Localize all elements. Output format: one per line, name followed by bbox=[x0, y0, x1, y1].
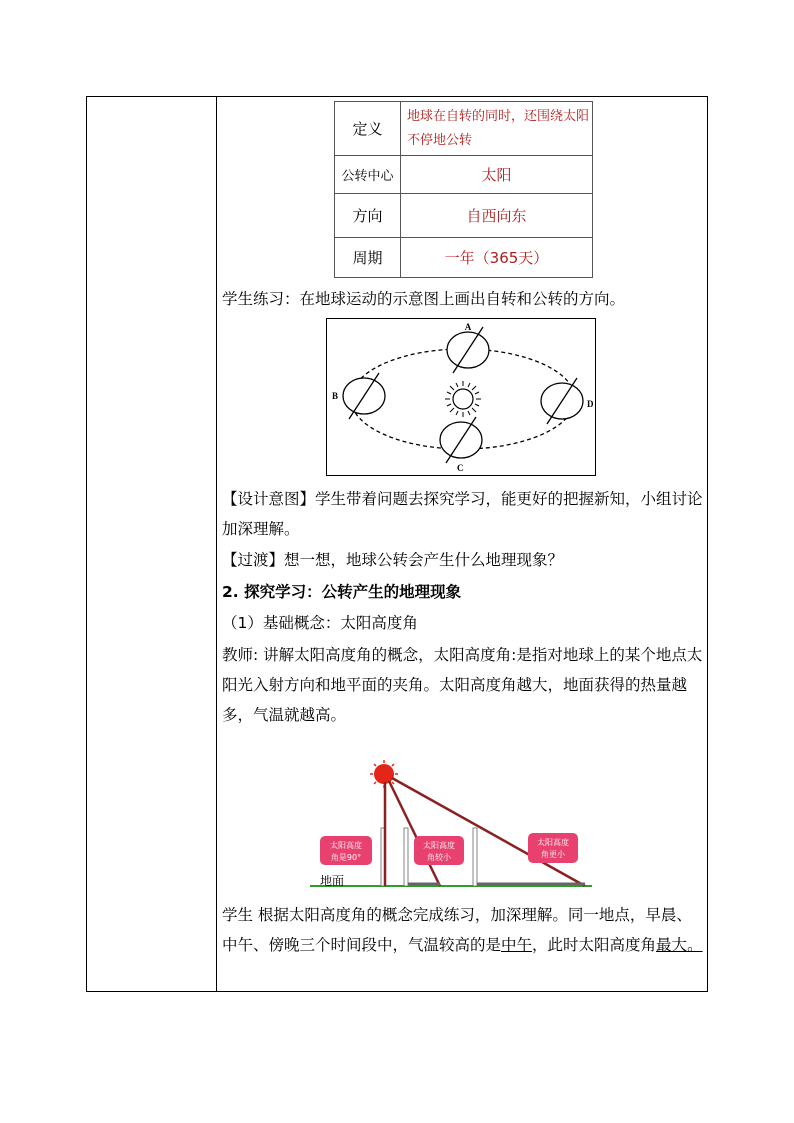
ray-3 bbox=[392, 778, 585, 886]
earth-orbit-diagram bbox=[326, 318, 596, 476]
transition-paragraph: 【过渡】想一想，地球公转会产生什么地理现象？ bbox=[222, 551, 564, 569]
table-row bbox=[335, 238, 593, 278]
label-box-2-line2: 角较小 bbox=[427, 853, 451, 862]
row-key: 公转中心 bbox=[335, 156, 401, 194]
earth-c-icon bbox=[440, 417, 482, 463]
student-text-a: 学生 根据太阳高度角的概念完成练习，加深理解。同一地点，早晨、中午、傍晚三个时间段中，气温较高的是 bbox=[222, 906, 692, 954]
table-column-divider bbox=[216, 96, 217, 992]
earth-b-icon bbox=[343, 373, 385, 419]
section-heading: 2. 探究学习：公转产生的地理现象 bbox=[222, 583, 462, 601]
label-box-2-line1: 太阳高度 bbox=[423, 841, 455, 850]
sun-angle-diagram bbox=[310, 760, 600, 890]
teacher-paragraph: 教师: 讲解太阳高度角的概念，太阳高度角:是指对地球上的某个地点太阳光入射方向和地平面的夹角。太阳高度角越大，地面获得的热量越多，气温就越高。 bbox=[222, 646, 703, 724]
label-box-1-line2: 角是90° bbox=[330, 853, 362, 862]
table-row bbox=[335, 194, 593, 238]
row-key: 方向 bbox=[335, 194, 401, 238]
table-row bbox=[335, 156, 593, 194]
earth-a-icon bbox=[447, 327, 489, 373]
table-row bbox=[335, 102, 593, 156]
answer-blank-3: 。 bbox=[687, 936, 703, 954]
label-box-1-line1: 太阳高度 bbox=[330, 841, 362, 850]
sub-heading: （1）基础概念：太阳高度角 bbox=[222, 614, 418, 632]
row-value: 地球在自转的同时，还围绕太阳不停地公转 bbox=[401, 102, 593, 156]
row-key: 周期 bbox=[335, 238, 401, 278]
orbit-label-c: C bbox=[457, 463, 464, 473]
row-key: 定义 bbox=[335, 102, 401, 156]
row-value: 太阳 bbox=[401, 156, 593, 194]
orbit-label-a: A bbox=[464, 322, 472, 332]
orbit-svg bbox=[327, 319, 595, 475]
orbit-label-b: B bbox=[332, 391, 339, 401]
orbit-label-d: D bbox=[587, 399, 594, 409]
ground-label: 地面 bbox=[320, 874, 345, 888]
student-paragraph bbox=[222, 900, 706, 960]
practice-paragraph: 学生练习：在地球运动的示意图上画出自转和公转的方向。 bbox=[222, 290, 626, 308]
pole-3 bbox=[473, 828, 477, 886]
earth-d-icon bbox=[541, 378, 583, 424]
row-value: 一年（365天） bbox=[401, 238, 593, 278]
sun-icon bbox=[445, 381, 481, 417]
definition-table bbox=[334, 101, 593, 278]
answer-blank-2: 最大 bbox=[656, 936, 688, 954]
design-intent-paragraph: 【设计意图】学生带着问题去探究学习，能更好的把握新知，小组讨论加深理解。 bbox=[222, 490, 703, 538]
ray-2 bbox=[389, 781, 440, 886]
label-box-3-line1: 太阳高度 bbox=[537, 838, 569, 847]
answer-blank-1: 中午 bbox=[501, 936, 533, 954]
sun-angle-svg bbox=[310, 760, 600, 890]
label-box-3-line2: 角更小 bbox=[541, 850, 565, 859]
pole-2 bbox=[404, 828, 408, 886]
row-value: 自西向东 bbox=[401, 194, 593, 238]
student-text-b: ，此时太阳高度角 bbox=[532, 936, 657, 954]
